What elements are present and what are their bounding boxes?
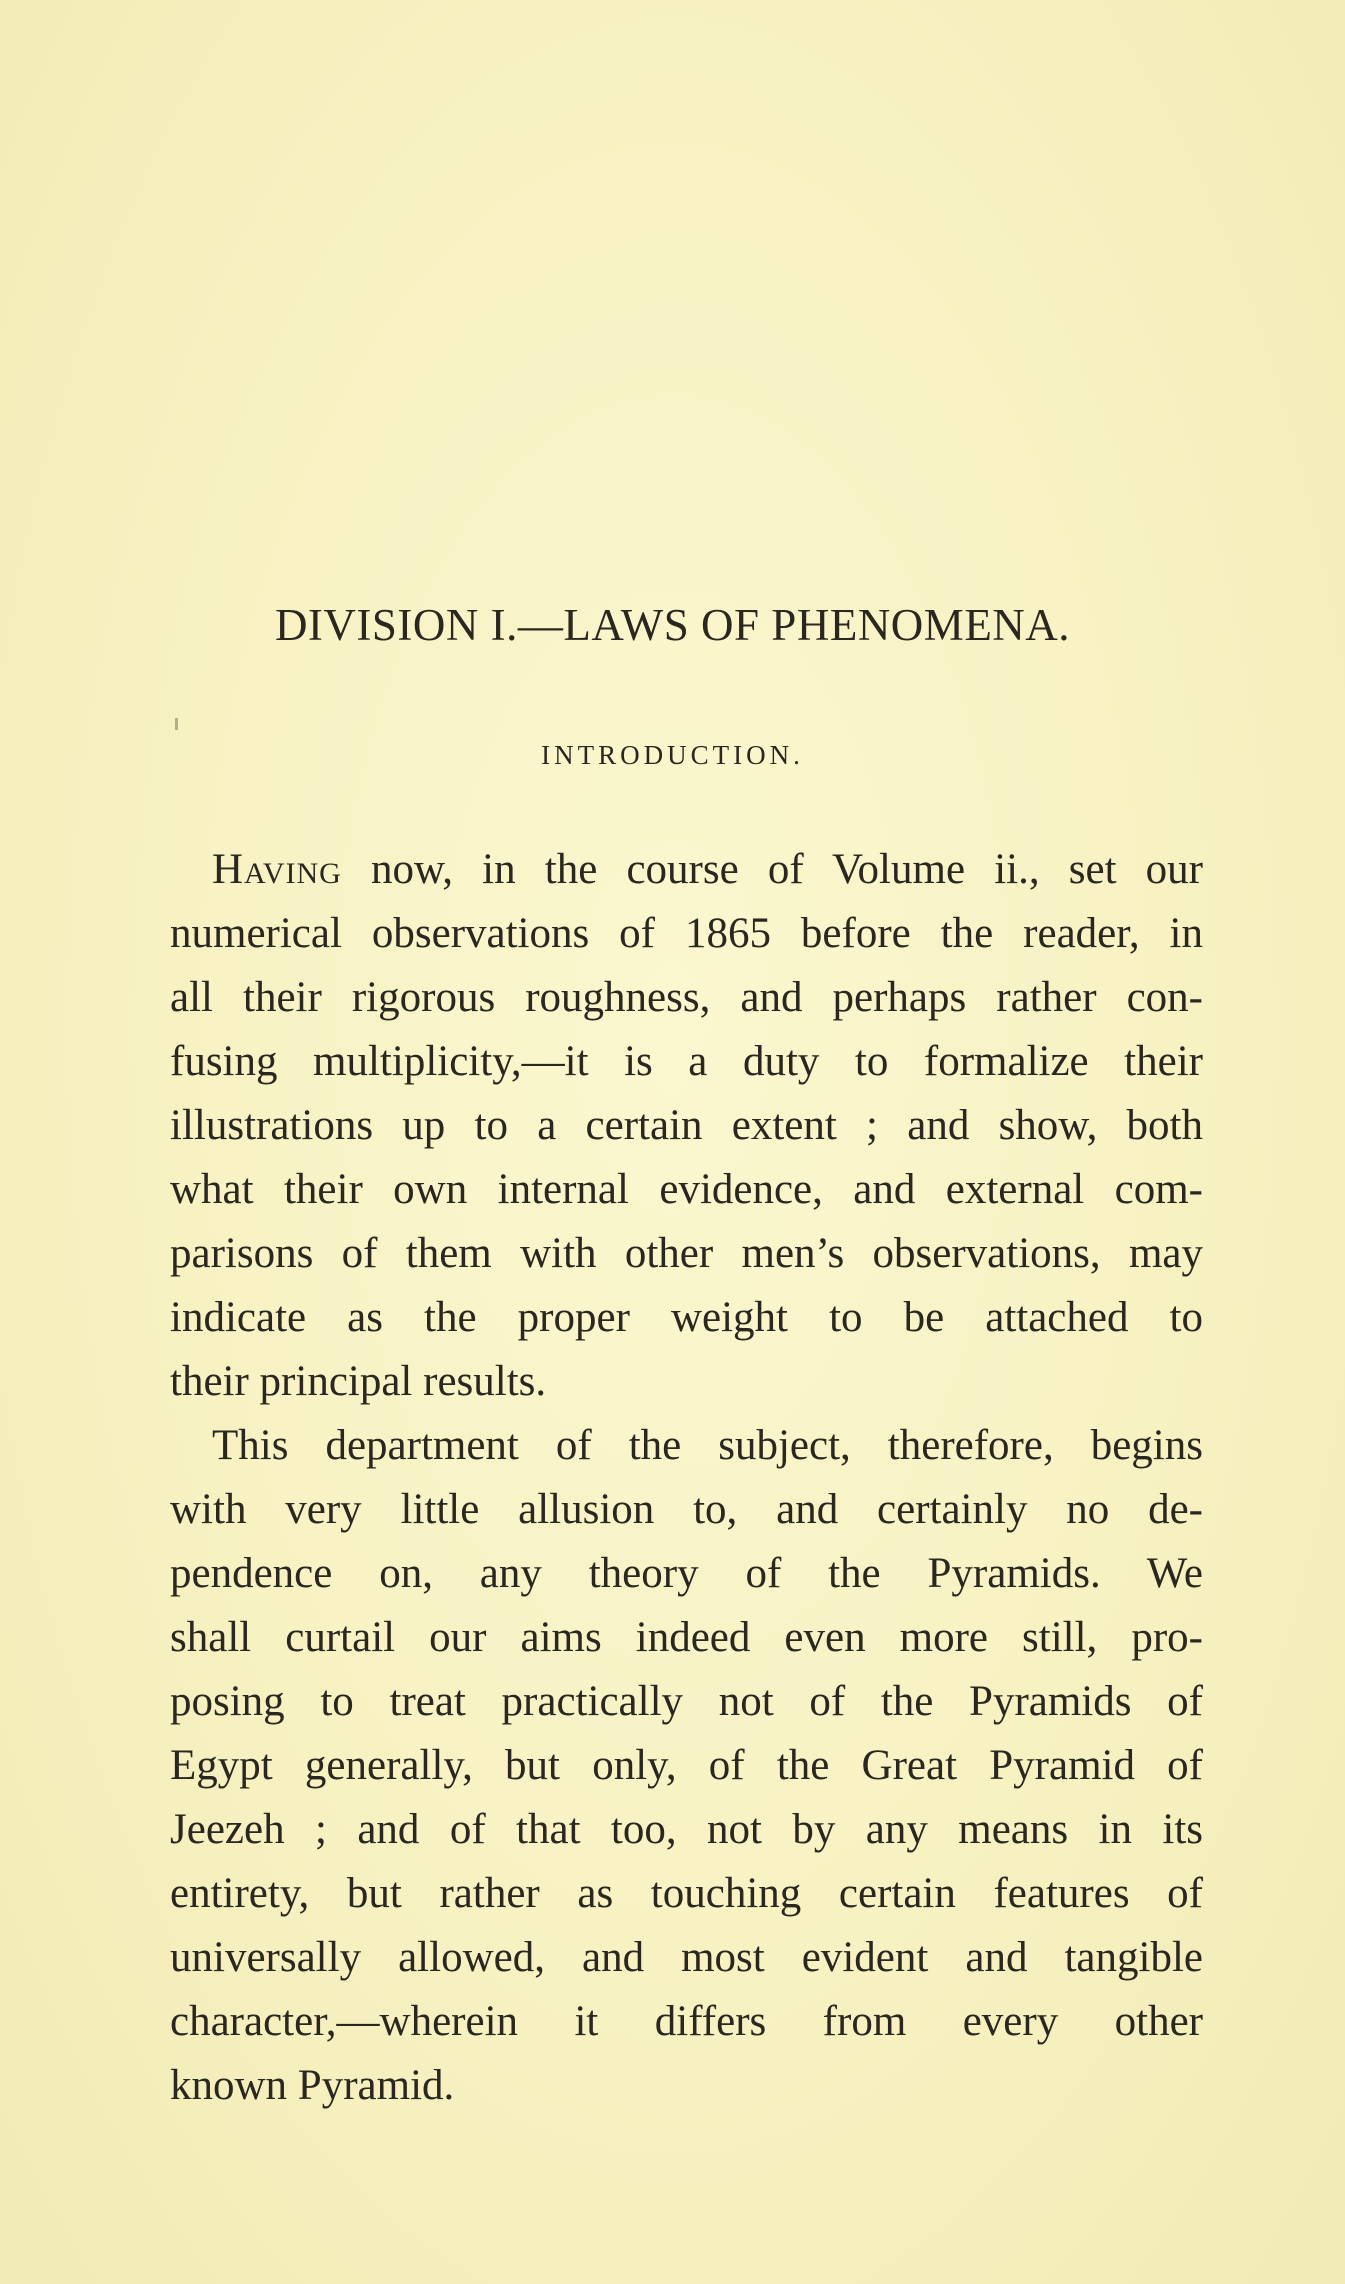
paragraph-1-line: Having now, in the course of Volume ii., set our: [212, 846, 1203, 893]
paragraph-1-line: their principal results.: [170, 1358, 547, 1405]
paragraph-2-line: Jeezeh ; and of that too, not by any means in its: [170, 1806, 1203, 1853]
paragraph-2-line: character,—wherein it differs from every other: [170, 1998, 1203, 2045]
division-heading: DIVISION I.—LAWS OF PHENOMENA.: [274, 600, 1071, 650]
paragraph-1-line: numerical observations of 1865 before the reader, in: [170, 910, 1203, 957]
paragraph-2-line: entirety, but rather as touching certain features of: [170, 1870, 1203, 1917]
paragraph-2-line: with very little allusion to, and certainly no de-: [170, 1486, 1203, 1533]
print-speck: [175, 718, 178, 730]
paragraph-1-line: illustrations up to a certain extent ; and show, both: [170, 1102, 1203, 1149]
paragraph-1-line: indicate as the proper weight to be attached to: [170, 1294, 1203, 1341]
paragraph-2-line: Egypt generally, but only, of the Great Pyramid of: [170, 1742, 1203, 1789]
paragraph-1-line: parisons of them with other men’s observations, may: [170, 1230, 1203, 1277]
paragraph-1-line: what their own internal evidence, and external com-: [170, 1166, 1203, 1213]
paragraph-1-line: all their rigorous roughness, and perhaps rather con-: [170, 974, 1203, 1021]
section-subheading: INTRODUCTION.: [541, 740, 804, 770]
paragraph-1-line: fusing multiplicity,—it is a duty to formalize their: [170, 1038, 1203, 1085]
paragraph-2-line: This department of the subject, therefore, begins: [212, 1422, 1203, 1469]
paragraph-1-first-word: Having: [212, 846, 342, 893]
paragraph-2-line: universally allowed, and most evident and tangible: [170, 1934, 1203, 1981]
paragraph-2-line: pendence on, any theory of the Pyramids. We: [170, 1550, 1203, 1597]
paragraph-2-line: posing to treat practically not of the Pyramids of: [170, 1678, 1203, 1725]
body-text: [170, 838, 1203, 2118]
paragraph-2-line: shall curtail our aims indeed even more still, pro-: [170, 1614, 1203, 1661]
paragraph-2-line: known Pyramid.: [170, 2062, 455, 2109]
